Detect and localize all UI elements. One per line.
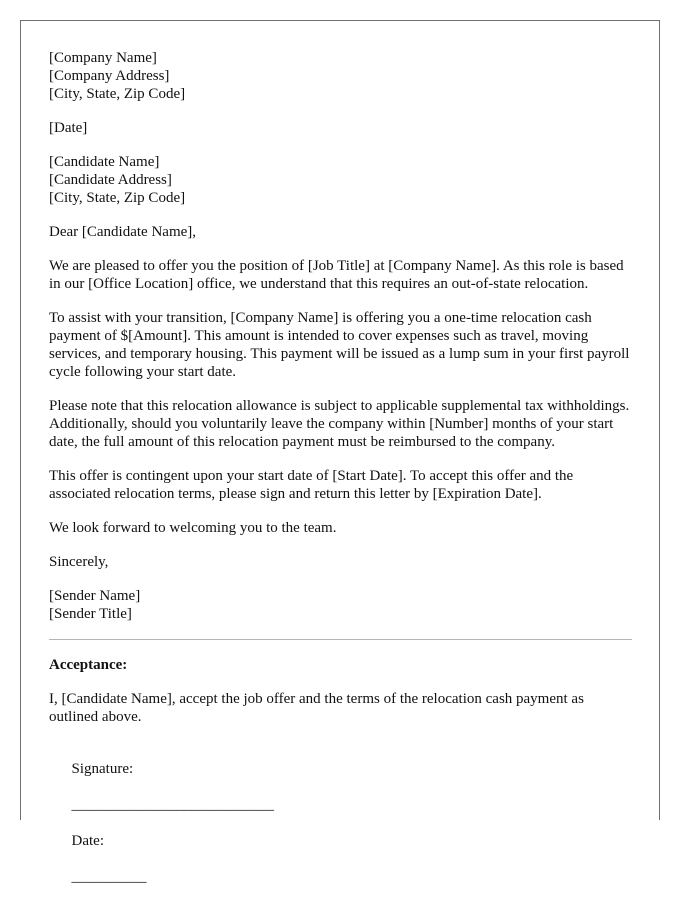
date-line: __________	[71, 869, 147, 885]
closing: Sincerely,	[49, 554, 109, 570]
relocation-payment-paragraph: To assist with your transition, [Company Name] is offering you a one-time relocation cash payment of $[Amount]. This amount is intended to cover expenses such as travel, moving services, and temporary housing. This payment will be issued as a lump sum in your first payroll cycle following your start date.	[49, 310, 630, 380]
date-label: Date:	[71, 833, 104, 849]
signature-label: Signature:	[71, 761, 134, 777]
sender-name: [Sender Name]	[49, 588, 141, 604]
acceptance-heading: Acceptance:	[49, 657, 128, 673]
acceptance-statement: I, [Candidate Name], accept the job offer and the terms of the relocation cash payment as outlined above.	[49, 691, 584, 725]
company-address-block	[49, 49, 634, 103]
tax-reimbursement-paragraph: Please note that this relocation allowance is subject to applicable supplemental tax withholdings. Additionally, should you voluntarily leave the company within [Number] months of your start date, the full amount of this relocation payment must be reimbursed to the company.	[49, 398, 630, 450]
candidate-city-state-zip: [City, State, Zip Code]	[49, 190, 186, 206]
company-address: [Company Address]	[49, 68, 170, 84]
letter-date: [Date]	[49, 120, 88, 136]
sender-block	[49, 587, 634, 623]
company-name: [Company Name]	[49, 50, 157, 66]
letter-date-block	[49, 119, 634, 137]
section-divider	[49, 639, 632, 640]
offer-paragraph: We are pleased to offer you the position of [Job Title] at [Company Name]. As this role is based in our [Office Location] office, we understand that this requires an out-of-state relocation.	[49, 258, 624, 292]
signature-line: ___________________________	[71, 797, 274, 813]
sender-title: [Sender Title]	[49, 606, 132, 622]
letter-content	[49, 49, 634, 904]
letter-page	[20, 20, 660, 885]
candidate-address-block	[49, 153, 634, 207]
company-city-state-zip: [City, State, Zip Code]	[49, 86, 186, 102]
closing-paragraph: We look forward to welcoming you to the team.	[49, 520, 337, 536]
candidate-address: [Candidate Address]	[49, 172, 172, 188]
candidate-name: [Candidate Name]	[49, 154, 160, 170]
acceptance-instructions-paragraph: This offer is contingent upon your start date of [Start Date]. To accept this offer and the associated relocation terms, please sign and return this letter by [Expiration Date].	[49, 468, 574, 502]
greeting: Dear [Candidate Name],	[49, 224, 197, 240]
signature-row	[49, 742, 634, 904]
